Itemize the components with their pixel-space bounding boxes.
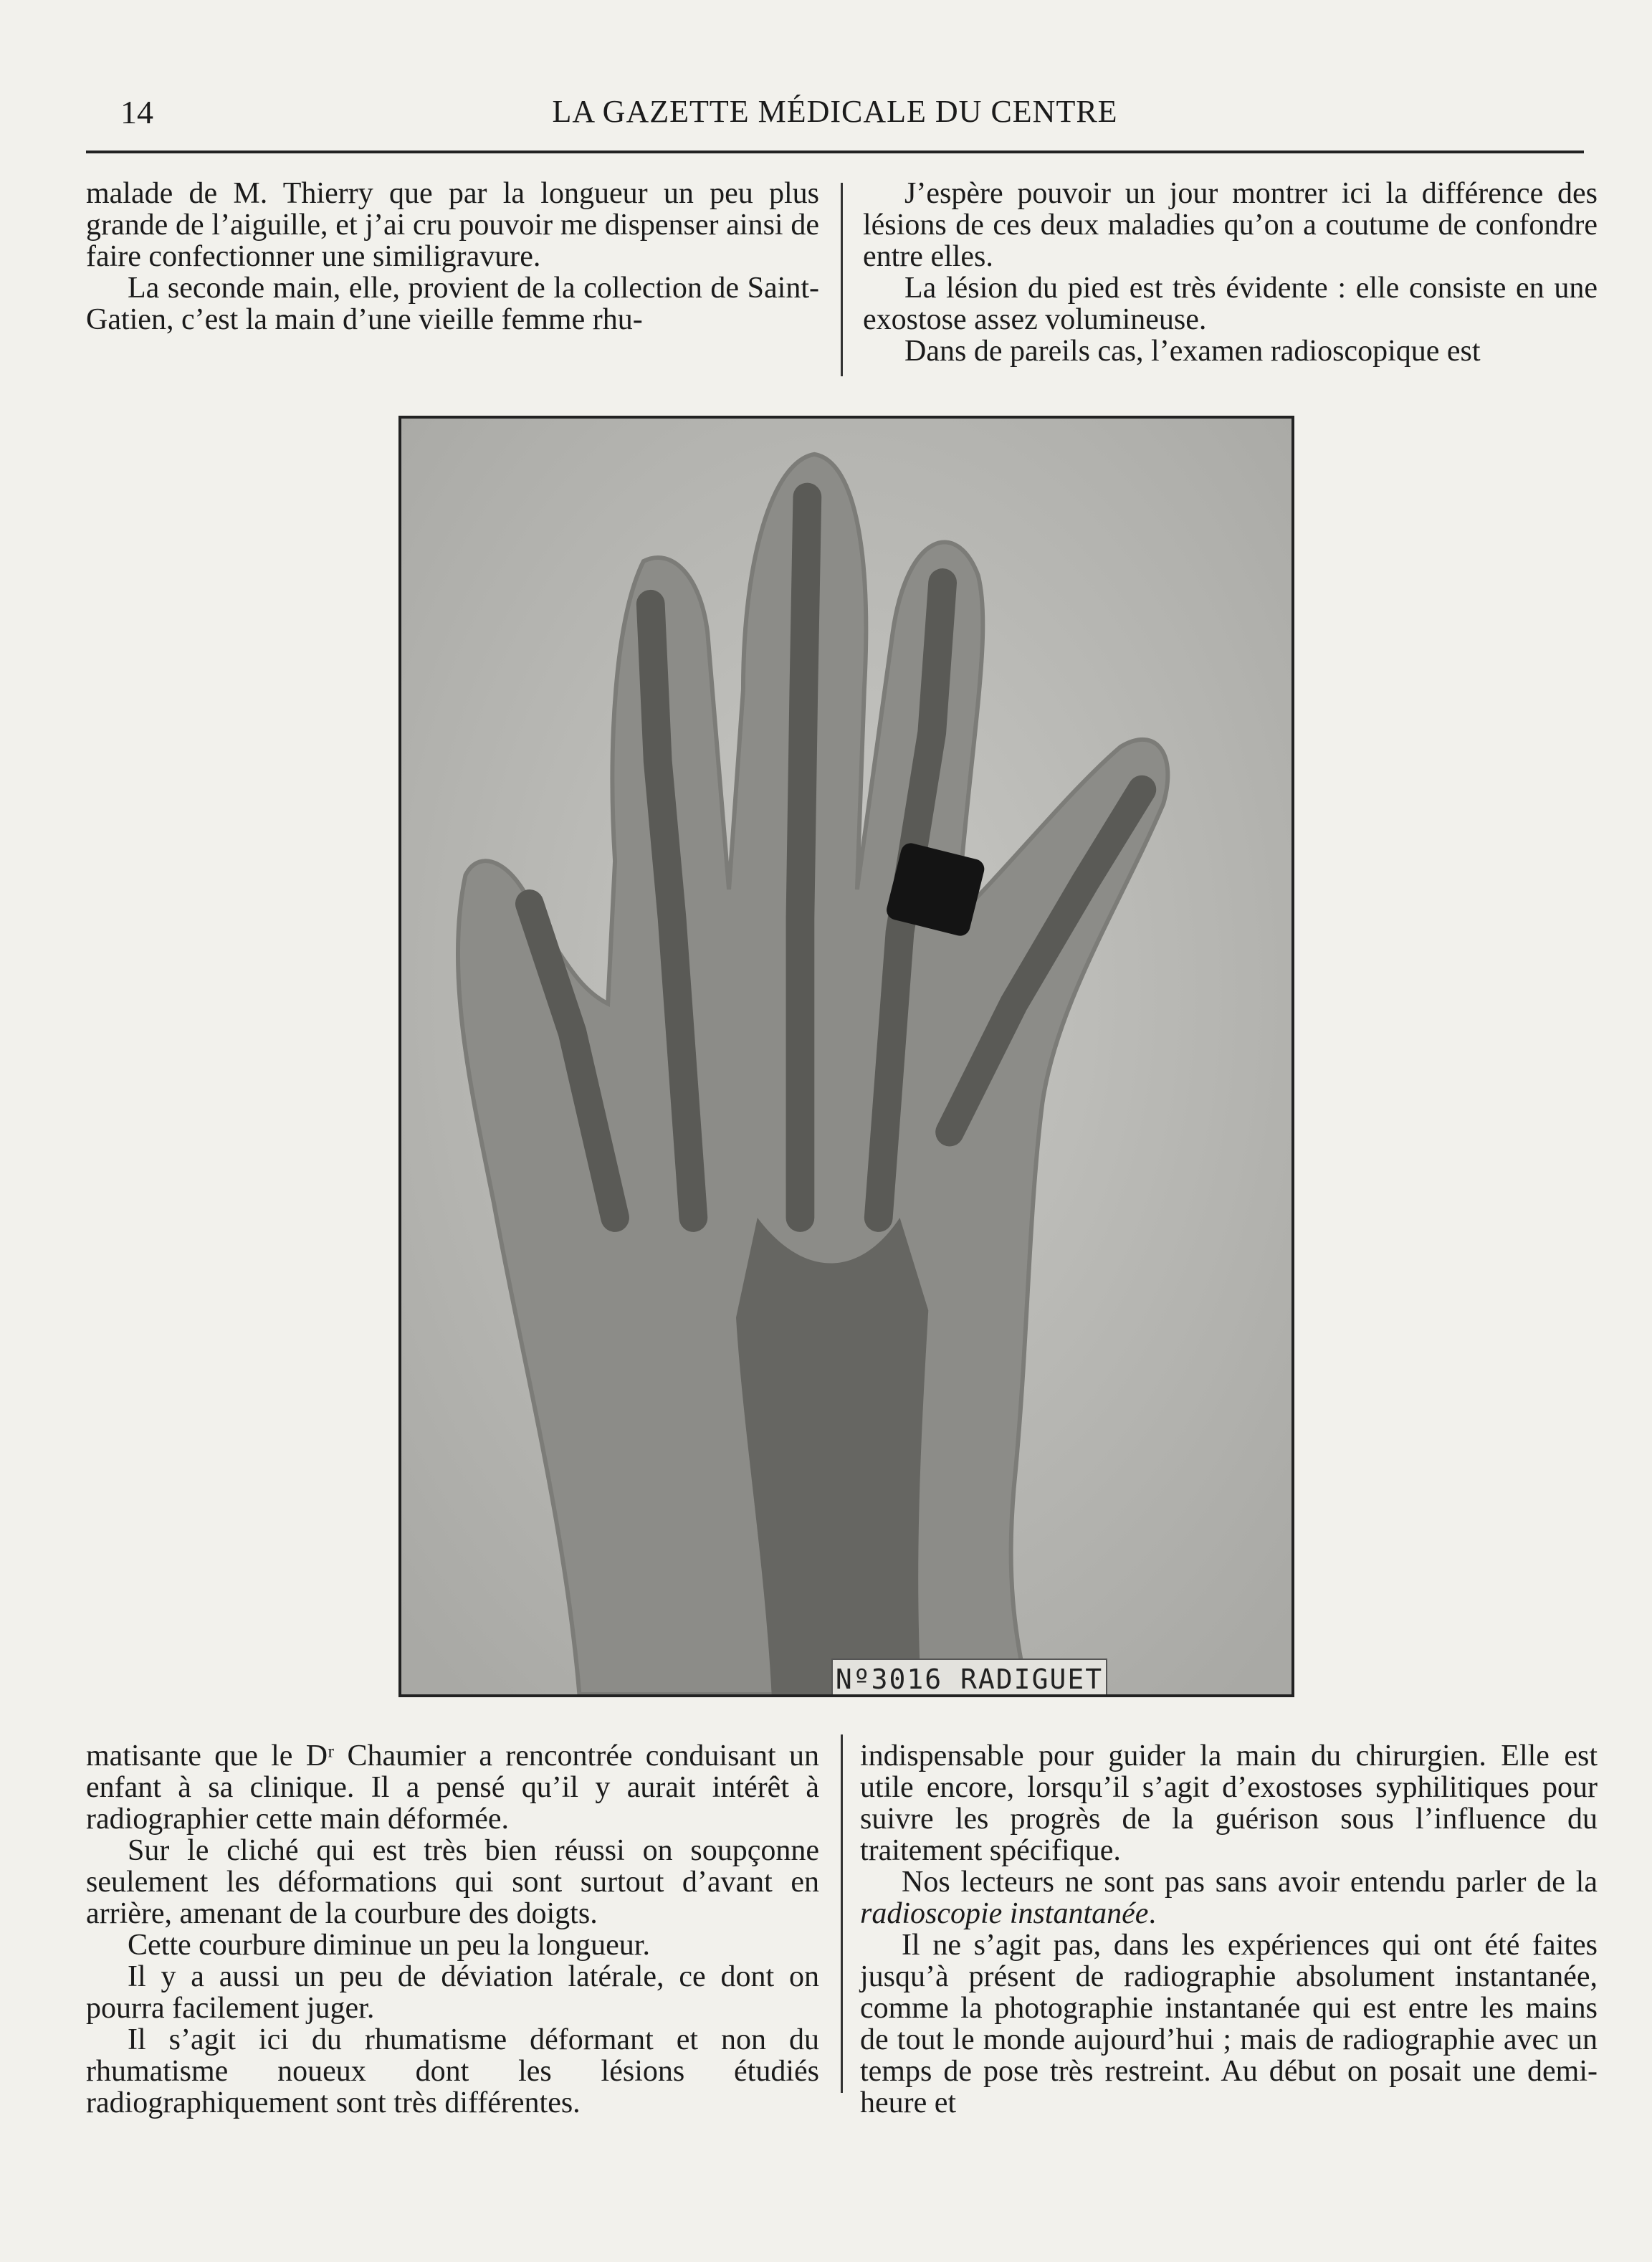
column-top-left bbox=[86, 178, 819, 335]
page-number: 14 bbox=[120, 94, 153, 130]
paragraph: La seconde main, elle, provient de la collection de Saint-Gatien, c’est la main d’une vieille femme rhu- bbox=[86, 272, 819, 336]
paragraph: Cette courbure diminue un peu la longueur. bbox=[128, 1929, 650, 1962]
text-run: . bbox=[1148, 1897, 1156, 1930]
paragraph: Sur le cliché qui est très bien réussi on soupçonne seulement les déformations qui sont surtout d’avant en arrière, amenant de la courbure des doigts. bbox=[86, 1834, 819, 1930]
paragraph: Il ne s’agit pas, dans les expériences qui ont été faites jusqu’à présent de radiographie absolument instantanée, comme la photographie instantanée qui est entre les mains de tout le monde aujourd’hui ; mais de radiographie avec un temps de pose très restreint. Au début on posait une demi-heure et bbox=[860, 1929, 1598, 2119]
paragraph: Il y a aussi un peu de déviation latérale, ce dont on pourra facilement juger. bbox=[86, 1960, 819, 2025]
paragraph: J’espère pouvoir un jour montrer ici la différence des lésions de ces deux maladies qu’on a coutume de confondre entre elles. bbox=[863, 177, 1598, 273]
xray-hand-figure bbox=[398, 416, 1294, 1697]
paragraph: Dans de pareils cas, l’examen radioscopique est bbox=[904, 335, 1481, 368]
running-title: LA GAZETTE MÉDICALE DU CENTRE bbox=[552, 94, 1118, 129]
paragraph: matisante que le Dʳ Chaumier a rencontrée conduisant un enfant à sa clinique. Il a pensé qu’il y aurait intérêt à radiographier cette main déformée. bbox=[86, 1740, 819, 1836]
paragraph bbox=[860, 1866, 1598, 1929]
xray-hand-image bbox=[401, 419, 1291, 1694]
paragraph: indispensable pour guider la main du chirurgien. Elle est utile encore, lorsqu’il s’agit d’exostoses syphilitiques pour suivre les progrès de la guérison sous l’influence du traitement spécifique. bbox=[860, 1740, 1598, 1867]
column-divider bbox=[841, 183, 843, 376]
italic-term: radioscopie instantanée bbox=[860, 1897, 1149, 1930]
column-divider bbox=[841, 1734, 843, 2093]
column-top-right bbox=[863, 178, 1598, 367]
column-bottom-right bbox=[860, 1740, 1598, 2119]
column-bottom-left bbox=[86, 1740, 819, 2119]
header-rule bbox=[86, 151, 1584, 153]
text-run: Nos lecteurs ne sont pas sans avoir entendu parler de la bbox=[902, 1866, 1598, 1899]
page-header bbox=[86, 93, 1584, 136]
paragraph: La lésion du pied est très évidente : elle consiste en une exostose assez volumineuse. bbox=[863, 272, 1598, 336]
paragraph: malade de M. Thierry que par la longueur un peu plus grande de l’aiguille, et j’ai cru pouvoir me dispenser ainsi de faire confectionner une similigravure. bbox=[86, 177, 819, 273]
figure-caption: Nº3016 RADIGUET bbox=[831, 1659, 1107, 1697]
paragraph: Il s’agit ici du rhumatisme déformant et non du rhumatisme noueux dont les lésions étudiés radiographiquement sont très différentes. bbox=[86, 2023, 819, 2119]
